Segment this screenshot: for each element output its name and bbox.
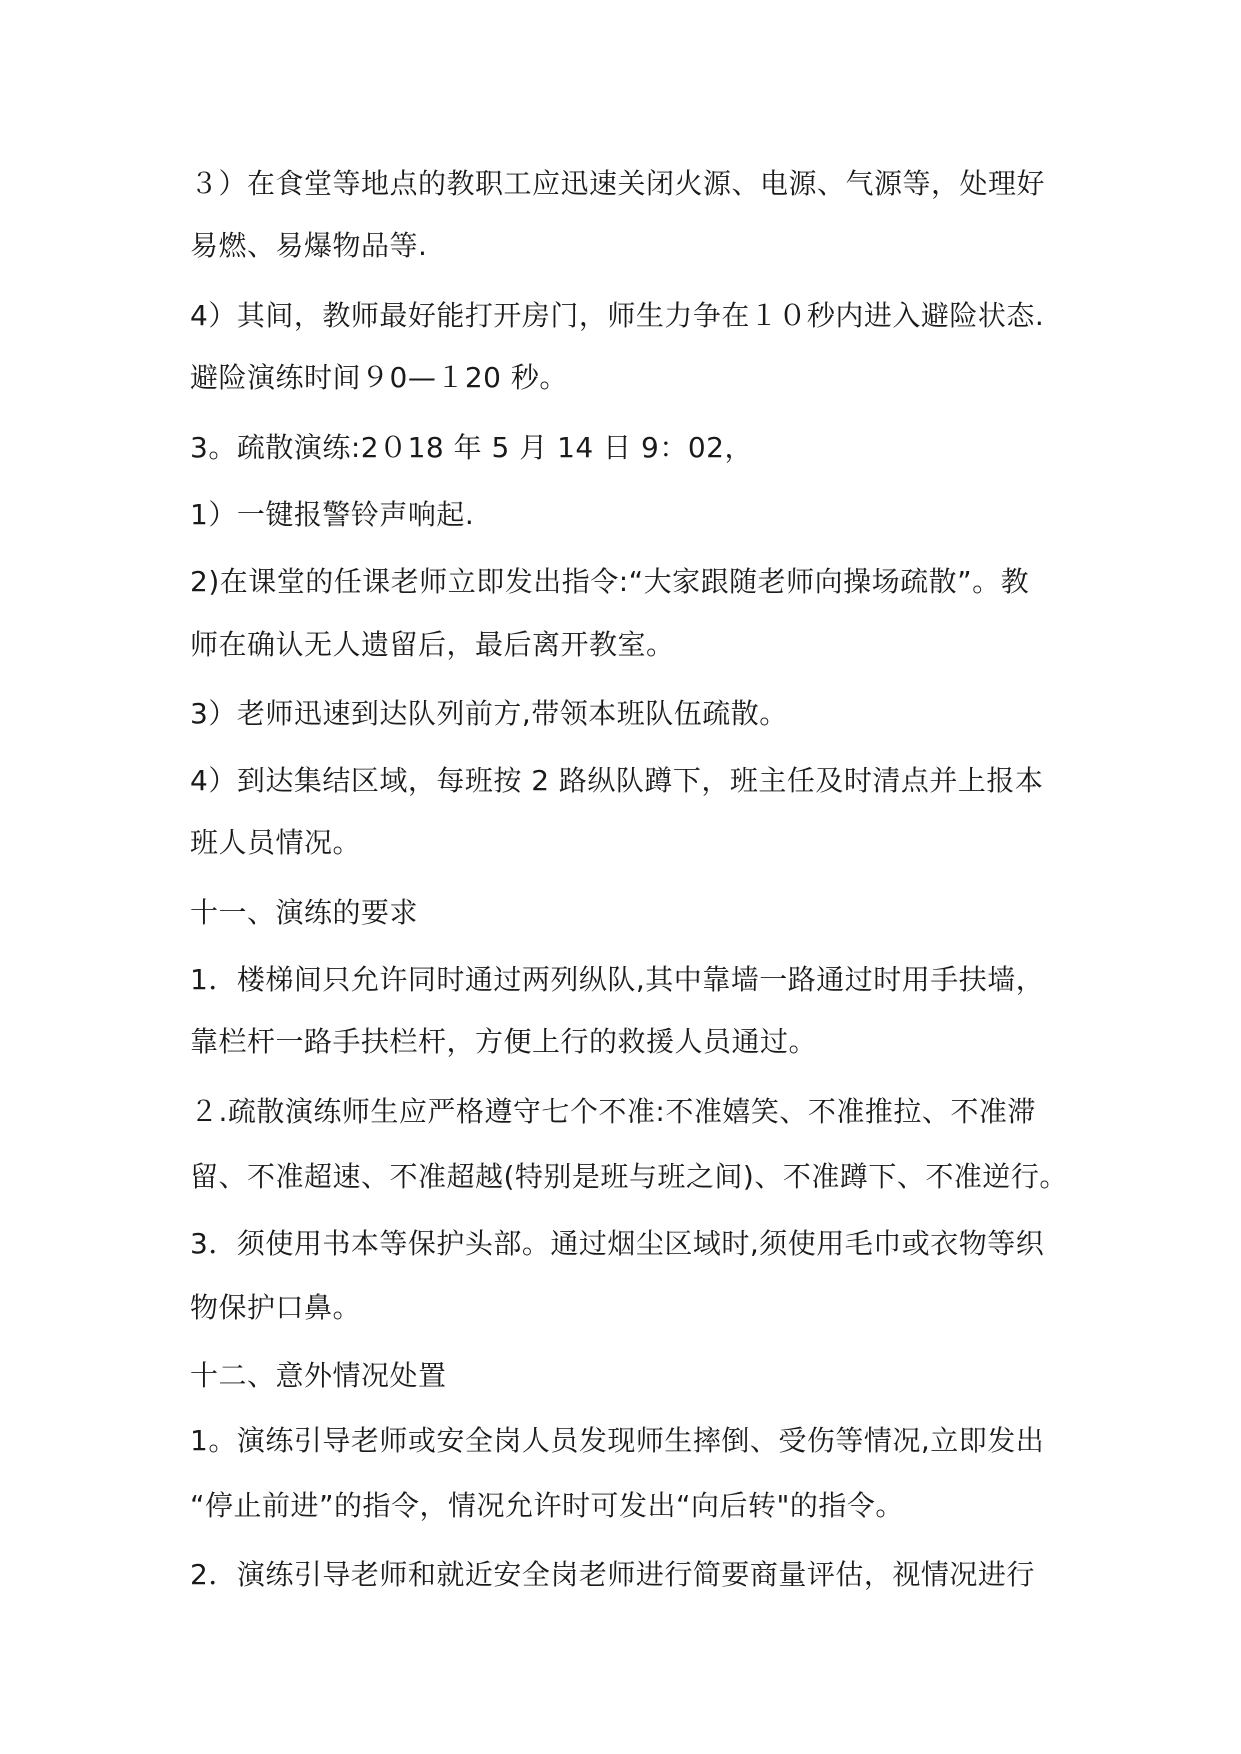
section-heading: 十二、意外情况处置 xyxy=(190,1359,447,1392)
paragraph-line: 师在确认无人遗留后，最后离开教室。 xyxy=(190,628,675,661)
paragraph-line: ２.疏散演练师生应严格遵守七个不准:不准嬉笑、不准推拉、不准滞 xyxy=(190,1095,1036,1128)
paragraph-line: 2．演练引导老师和就近安全岗老师进行简要商量评估，视情况进行 xyxy=(190,1558,1035,1591)
paragraph-line: 4）其间，教师最好能打开房门，师生力争在１０秒内进入避险状态. xyxy=(190,299,1045,332)
paragraph-line: 物保护口鼻。 xyxy=(190,1291,362,1324)
paragraph-line: 1。演练引导老师或安全岗人员发现师生摔倒、受伤等情况,立即发出 xyxy=(190,1424,1045,1457)
paragraph-line: 3。疏散演练:2０18 年 5 月 14 日 9：02， xyxy=(190,431,753,464)
paragraph-line: 4）到达集结区域，每班按 2 路纵队蹲下，班主任及时清点并上报本 xyxy=(190,764,1044,797)
paragraph-line: ３）在食堂等地点的教职工应迅速关闭火源、电源、气源等，处理好 xyxy=(190,167,1046,200)
paragraph-line: 3）老师迅速到达队列前方,带领本班队伍疏散。 xyxy=(190,697,788,730)
paragraph-line: 班人员情况。 xyxy=(190,826,362,859)
paragraph-line: 避险演练时间９0—１20 秒。 xyxy=(190,361,568,394)
paragraph-line: “停止前进”的指令，情况允许时可发出“向后转"的指令。 xyxy=(190,1489,904,1522)
paragraph-line: 2)在课堂的任课老师立即发出指令:“大家跟随老师向操场疏散”。教 xyxy=(190,565,1030,598)
paragraph-line: 靠栏杆一路手扶栏杆，方便上行的救援人员通过。 xyxy=(190,1025,818,1058)
paragraph-line: 易燃、易爆物品等. xyxy=(190,229,428,262)
paragraph-line: 1）一键报警铃声响起. xyxy=(190,498,475,531)
paragraph-line: 3．须使用书本等保护头部。通过烟尘区域时,须使用毛巾或衣物等织 xyxy=(190,1227,1045,1260)
paragraph-line: 1．楼梯间只允许同时通过两列纵队,其中靠墙一路通过时用手扶墙， xyxy=(190,963,1045,996)
paragraph-line: 留、不准超速、不准超越(特别是班与班之间)、不准蹲下、不准逆行。 xyxy=(190,1160,1068,1193)
section-heading: 十一、演练的要求 xyxy=(190,896,419,929)
